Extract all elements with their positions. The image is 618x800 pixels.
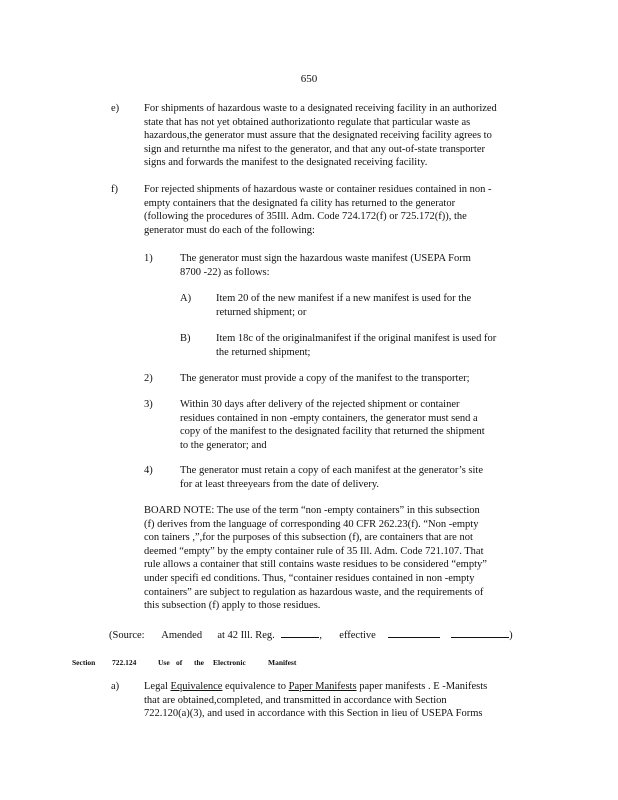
section-title-word: Use bbox=[158, 658, 170, 667]
paragraph-3-label: 3) bbox=[144, 399, 153, 410]
text-run: paper manifests . E -Manifests bbox=[359, 681, 488, 692]
paragraph-4-text bbox=[180, 464, 520, 491]
paragraph-2-text bbox=[180, 372, 520, 386]
section-title-word: Manifest bbox=[268, 658, 297, 667]
section-title-word: of bbox=[176, 658, 183, 667]
subparagraph-B-text bbox=[216, 332, 536, 359]
inserted-text: Equivalence bbox=[170, 681, 223, 692]
text-line: Item 18c of the originalmanifest if the original manifest is used for bbox=[216, 333, 497, 344]
paragraph-1-text bbox=[180, 252, 520, 279]
text-line: under specifi ed conditions. Thus, “container residues contained in non -empty bbox=[144, 572, 475, 584]
effective-blank-1 bbox=[388, 627, 440, 638]
text-line: that are obtained,completed, and transmitted in accordance with Section bbox=[144, 694, 447, 706]
text-line: containers” are subject to regulation as hazardous waste, and the requirements of bbox=[144, 586, 484, 598]
text-line: The generator must retain a copy of each manifest at the generator’s site bbox=[180, 465, 484, 476]
text-line: hazardous,the generator must assure that the designated receiving facility agrees to bbox=[144, 130, 492, 142]
text-line: for at least threeyears from the date of delivery. bbox=[180, 478, 380, 490]
source-register: at 42 Ill. Reg. bbox=[217, 630, 275, 641]
section-title-word: the bbox=[194, 658, 204, 667]
text-line: state that has not yet obtained authorizationto regulate that particular waste as bbox=[144, 116, 471, 128]
text-line: rule allows a container that still contains waste residues to be considered “empty” bbox=[144, 559, 487, 571]
subsection-f-label: f) bbox=[111, 184, 118, 195]
subsection-a-text bbox=[144, 680, 536, 721]
text-run: equivalence to bbox=[225, 681, 286, 692]
section-word: Section bbox=[72, 658, 96, 667]
text-line: con tainers ,”,for the purposes of this subsection (f), are containers that are not bbox=[144, 532, 473, 544]
text-line: empty containers that the designated fa cility has returned to the generator bbox=[144, 197, 456, 209]
text-line: For shipments of hazardous waste to a designated receiving facility in an authorized bbox=[144, 103, 497, 114]
subsection-a-label: a) bbox=[111, 681, 120, 692]
text-line: For rejected shipments of hazardous waste or container residues contained in non - bbox=[144, 184, 492, 195]
text-line: 722.120(a)(3), and used in accordance with this Section in lieu of USEPA Forms bbox=[144, 708, 483, 720]
text-line: 8700 -22) as follows: bbox=[180, 266, 270, 278]
source-close: ) bbox=[509, 630, 513, 641]
text-line: signs and forwards the manifest to the designated receiving facility. bbox=[144, 157, 428, 169]
register-blank bbox=[281, 627, 319, 638]
paragraph-2-label: 2) bbox=[144, 373, 153, 384]
text-line: Item 20 of the new manifest if a new manifest is used for the bbox=[216, 293, 472, 304]
text-line: to the generator; and bbox=[180, 439, 267, 451]
text-line: BOARD NOTE: The use of the term “non -empty containers” in this subsection bbox=[144, 505, 480, 516]
text-line: The generator must sign the hazardous waste manifest (USEPA Form bbox=[180, 253, 471, 264]
subsection-e-text bbox=[144, 102, 538, 170]
paragraph-4-label: 4) bbox=[144, 465, 153, 476]
text-line bbox=[144, 680, 536, 694]
page-number: 650 bbox=[300, 73, 318, 85]
subparagraph-B-label: B) bbox=[180, 333, 191, 344]
text-line: (f) derives from the language of corresponding 40 CFR 262.23(f). “Non -empty bbox=[144, 518, 479, 530]
source-effective: effective bbox=[339, 630, 376, 641]
text-line: The generator must provide a copy of the manifest to the transporter; bbox=[180, 373, 470, 384]
source-prefix: (Source: bbox=[109, 630, 145, 641]
text-line: the returned shipment; bbox=[216, 346, 311, 358]
source-amended: Amended bbox=[161, 630, 203, 641]
subsection-f-text bbox=[144, 183, 540, 237]
text-line: this subsection (f) apply to those residues. bbox=[144, 600, 321, 612]
text-line: returned shipment; or bbox=[216, 306, 307, 318]
text-line: deemed “empty” by the empty container rule of 35 Ill. Adm. Code 721.107. That bbox=[144, 545, 484, 557]
text-line: generator must do each of the following: bbox=[144, 224, 315, 236]
board-note-text bbox=[144, 504, 534, 613]
section-number: 722.124 bbox=[112, 658, 137, 667]
text-line: sign and returnthe ma nifest to the generator, and that any out-of-state transporter bbox=[144, 143, 486, 155]
effective-blank-2 bbox=[451, 627, 509, 638]
subparagraph-A-label: A) bbox=[180, 293, 192, 304]
section-title-word: Electronic bbox=[213, 658, 246, 667]
legal-word: Legal bbox=[144, 681, 168, 692]
subparagraph-A-text bbox=[216, 292, 516, 319]
source-comma: , bbox=[319, 630, 323, 641]
paragraph-3-text bbox=[180, 398, 520, 452]
text-line: residues contained in non -empty containers, the generator must send a bbox=[180, 412, 478, 424]
source-note bbox=[109, 627, 513, 643]
text-line: Within 30 days after delivery of the rejected shipment or container bbox=[180, 399, 460, 410]
subsection-e-label: e) bbox=[111, 103, 120, 114]
inserted-text: Paper Manifests bbox=[288, 681, 357, 692]
paragraph-1-label: 1) bbox=[144, 253, 153, 264]
text-line: copy of the manifest to the designated facility that returned the shipment bbox=[180, 426, 485, 438]
text-line: (following the procedures of 35Ill. Adm. Code 724.172(f) or 725.172(f)), the bbox=[144, 211, 467, 223]
